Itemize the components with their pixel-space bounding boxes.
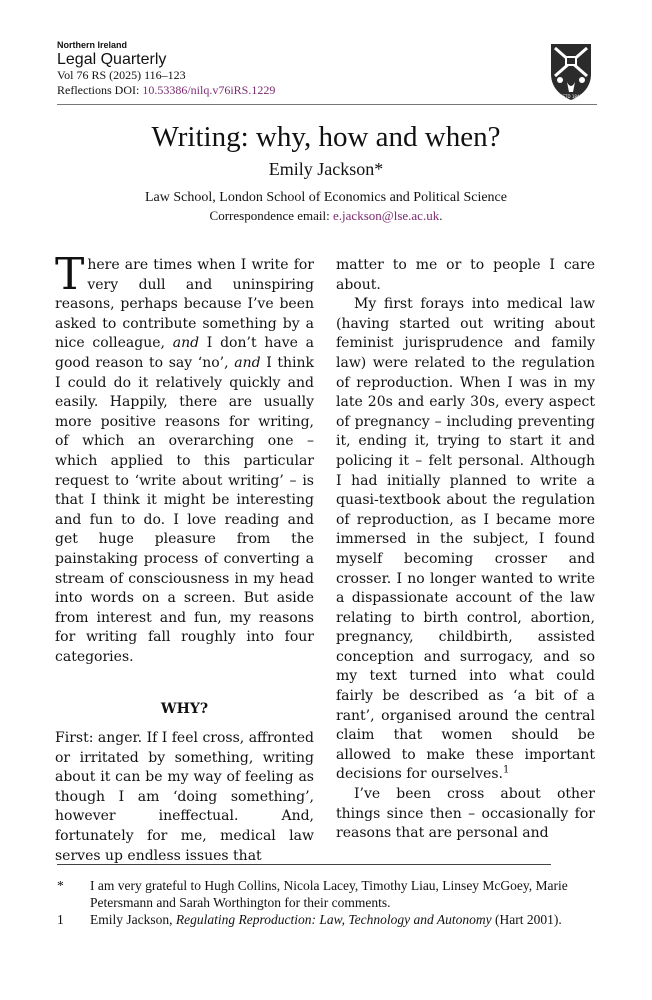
correspondence-label: Correspondence email: (209, 208, 330, 223)
continued-paragraph: matter to me or to people I care about. (336, 257, 595, 293)
journal-header (57, 40, 597, 104)
footnote-item (57, 877, 597, 911)
author-affiliation: Law School, London School of Economics and Political Science (145, 190, 507, 205)
drop-cap: T (55, 249, 85, 300)
email-link[interactable]: e.jackson@lse.ac.uk (333, 208, 440, 223)
footnotes (57, 877, 597, 928)
author-line (0, 158, 652, 180)
doi-line (57, 83, 597, 98)
author-name: Emily Jackson (268, 159, 375, 179)
crest-text: ESTD 1845 (559, 94, 583, 99)
footnote-mark: 1 (57, 912, 64, 927)
footnote-divider (57, 864, 551, 865)
medical-law-paragraph: My first forays into medical law (having started out writing about feminist jurisprudence and family law) were related to the regulation of reproduction. When I was in my late 20s and early 30s, every aspect of pregnancy – including preventing it, ending it, trying to start it and policing it – felt personal. Although I had initially planned to write a quasi-textbook about the regulation of reproduction, as I became more immersed in the subject, I found myself becoming crosser and crosser. I no longer wanted to write a dispassionate account of the law relating to birth control, abortion, pregnancy, childbirth, assisted conception and surrogacy, and so my text turned into what could fairly be described as ‘a bit of a rant’, organised around the central claim that women should be allowed to make these important decisions for ourselves.$^1$ (336, 296, 595, 783)
footnote-text: I am very grateful to Hugh Collins, Nicola Lacey, Timothy Liau, Linsey McGoey, Marie Petersmann and Sarah Worthington for their comments. (90, 878, 568, 910)
footnote-text: Emily Jackson, Regulating Reproduction: Law, Technology and Autonomy (Hart 2001). (90, 912, 562, 927)
email-trailing-period: . (439, 208, 443, 223)
section-heading-why: WHY? (160, 701, 209, 718)
university-crest-logo (545, 40, 597, 102)
footnote-item (57, 911, 597, 928)
cross-paragraph: I’ve been cross about other things since then – occasionally for reasons that are personal and (336, 786, 595, 842)
journal-name: Legal Quarterly (57, 51, 167, 68)
intro-paragraph: There are times when I write for very dull and uninspiring reasons, perhaps because I’ve been asked to contribute something by a nice colleague, and I don’t have a good reason to say ‘no’, and I think I could do it relatively quickly and easily. Happily, there are usually more positive reasons for writing, of which an overarching one – which applied to this particular request to ‘write about writing’ – is that I think it might be interesting and fun to do. I love reading and get huge pleasure from the painstaking process of converting a stream of consciousness in my head into words on a screen. But aside from interest and fun, my reasons for writing fall roughly into four categories. (55, 249, 315, 665)
left-column (55, 249, 315, 866)
book-title: Regulating Reproduction: Law, Technology and Autonomy (175, 912, 492, 927)
volume-info: Vol 76 RS (2025) 116–123 (57, 68, 186, 82)
footnote-ref-1[interactable]: 1 (502, 764, 510, 776)
anger-paragraph: First: anger. If I feel cross, affronted or irritated by something, writing about it can be my way of feeling as though I am ‘doing something’, however ineffectual. And, fortunately for me, medical law serves up endless issues that (55, 730, 314, 864)
journal-region: Northern Ireland (57, 40, 128, 50)
author-footnote-mark[interactable]: * (374, 159, 384, 179)
right-column (336, 256, 595, 844)
doi-link[interactable]: 10.53386/nilq.v76iRS.1229 (142, 83, 276, 97)
correspondence-line (0, 207, 652, 225)
footnote-mark: * (57, 878, 64, 893)
doi-label: Reflections DOI: (57, 83, 140, 97)
article-title: Writing: why, how and when? (151, 121, 501, 153)
header-divider (57, 104, 597, 105)
